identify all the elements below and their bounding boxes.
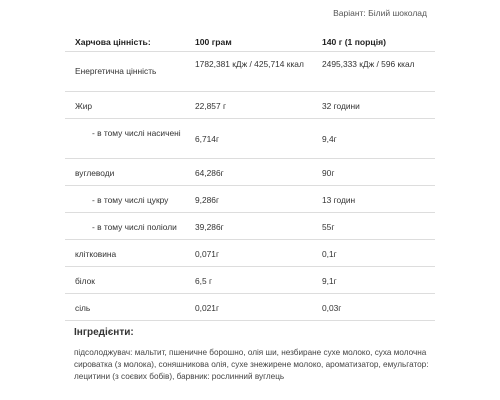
row-value-per-100g: 9,286г	[195, 195, 220, 205]
row-label: - в тому числі насичені	[92, 128, 181, 138]
row-value-per-serving: 13 годин	[322, 195, 356, 205]
table-row	[65, 267, 435, 294]
table-row	[65, 213, 435, 240]
row-value-per-serving: 2495,333 кДж / 596 ккал	[322, 59, 415, 69]
row-value-per-100g: 0,071г	[195, 249, 220, 259]
table-row	[65, 52, 435, 92]
row-value-per-serving: 9,4г	[322, 134, 337, 144]
row-value-per-100g: 0,021г	[195, 303, 220, 313]
nutrition-table	[65, 30, 435, 321]
variant-label: Варіант: Білий шоколад	[333, 8, 427, 18]
row-value-per-serving: 90г	[322, 168, 335, 178]
row-label: - в тому числі цукру	[92, 195, 169, 205]
table-row	[65, 186, 435, 213]
table-row	[65, 119, 435, 159]
row-label: білок	[75, 276, 95, 286]
row-value-per-100g: 39,286г	[195, 222, 224, 232]
row-value-per-serving: 9,1г	[322, 276, 337, 286]
header-per-100g: 100 грам	[195, 37, 232, 47]
row-label: сіль	[75, 303, 91, 313]
row-value-per-serving: 0,1г	[322, 249, 337, 259]
row-label: клітковина	[75, 249, 117, 259]
header-nutrition: Харчова цінність:	[75, 37, 151, 47]
row-label: Енергетична цінність	[75, 66, 157, 76]
table-row	[65, 294, 435, 321]
row-value-per-100g: 64,286г	[195, 168, 224, 178]
row-value-per-100g: 6,714г	[195, 134, 220, 144]
row-value-per-100g: 6,5 г	[195, 276, 213, 286]
header-per-serving: 140 г (1 порція)	[322, 37, 386, 47]
row-label: Жир	[75, 101, 93, 111]
table-header	[65, 30, 435, 52]
row-value-per-serving: 32 години	[322, 101, 360, 111]
row-value-per-serving: 0,03г	[322, 303, 342, 313]
table-row	[65, 92, 435, 119]
table-row	[65, 159, 435, 186]
row-value-per-100g: 22,857 г	[195, 101, 226, 111]
row-value-per-serving: 55г	[322, 222, 335, 232]
ingredients-title: Інгредієнти:	[74, 327, 134, 338]
row-label: вуглеводи	[75, 168, 115, 178]
row-value-per-100g: 1782,381 кДж / 425,714 ккал	[195, 59, 304, 69]
row-label: - в тому числі поліоли	[92, 222, 177, 232]
table-row	[65, 240, 435, 267]
ingredients-text: підсолоджувач: мальтит, пшеничне борошно, олія ши, незбиране сухе молоко, суха молочна сироватка (з молока), соняшникова олія, сухе знежирене молоко, ароматизатор, емульгатор: лецитини (з соєвих бобів), барвник: рослинний вуглець	[74, 348, 429, 381]
